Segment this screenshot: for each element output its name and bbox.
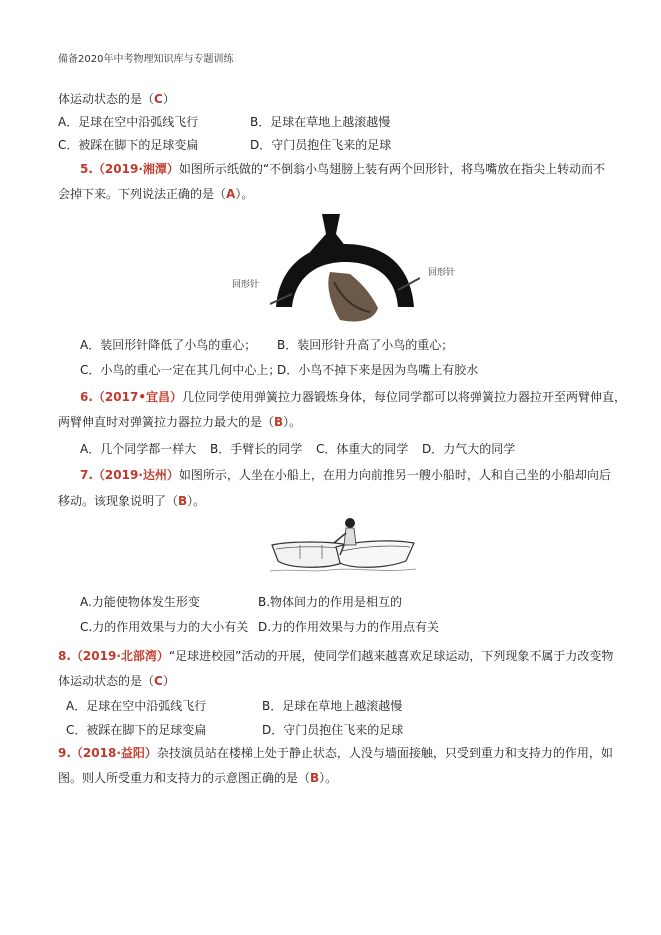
answer: B	[274, 415, 284, 429]
question-8-line1	[58, 647, 613, 664]
question-source-tag: （2017•宜昌）	[92, 390, 182, 404]
question-6-line1	[80, 388, 626, 405]
question-5-line1	[80, 160, 605, 177]
question-number: 9.	[58, 746, 71, 760]
answer: C	[154, 674, 163, 688]
option-a: A.力能使物体发生形变	[80, 595, 200, 609]
option-d: D．守门员抱住飞来的足球	[250, 138, 392, 152]
question-source-tag: （2018·益阳）	[70, 746, 157, 760]
question-7-line2	[58, 492, 205, 509]
option-b: B．手臂长的同学	[210, 442, 303, 456]
answer: C	[154, 92, 163, 106]
question-7-line1	[80, 466, 611, 483]
question-text: ）。	[283, 415, 302, 429]
question-source-tag: （2019·湘潭）	[92, 162, 179, 176]
question-6-line2	[58, 413, 301, 430]
boat-figure	[270, 515, 416, 577]
question-9-line1	[58, 744, 613, 761]
option-d: D.力的作用效果与力的作用点有关	[258, 620, 440, 634]
question-number: 8.	[58, 649, 71, 663]
question-source-tag: （2019·达州）	[92, 468, 179, 482]
question-number: 6.	[80, 390, 93, 404]
question-text: 两臂伸直时对弹簧拉力器拉力最大的是（	[58, 415, 275, 429]
question-text: 杂技演员站在楼梯上处于静止状态，人没与墙面接触，只受到重力和支持力的作用，如	[156, 746, 613, 760]
question-tail	[58, 90, 175, 107]
option-c: C．被踩在脚下的足球变扁	[66, 723, 207, 737]
option-a: A．装回形针降低了小鸟的重心；	[80, 338, 257, 352]
option-b: B．装回形针升高了小鸟的重心；	[277, 338, 454, 352]
question-text: 会掉下来。下列说法正确的是（	[58, 187, 227, 201]
figure-label-left: 回形针	[232, 280, 260, 290]
question-5-line2	[58, 185, 253, 202]
option-c: C．体重大的同学	[316, 442, 409, 456]
option-c: C.力的作用效果与力的大小有关	[80, 620, 249, 634]
option-d: D．力气大的同学	[422, 442, 516, 456]
question-text: 图。则人所受重力和支持力的示意图正确的是（	[58, 771, 311, 785]
option-c: C．被踩在脚下的足球变扁	[58, 138, 199, 152]
question-text: ）	[162, 92, 175, 106]
question-number: 7.	[80, 468, 93, 482]
question-text: 体运动状态的是（	[58, 674, 155, 688]
answer: A	[226, 187, 236, 201]
question-text: ）。	[319, 771, 338, 785]
option-b: B．足球在草地上越滚越慢	[262, 699, 403, 713]
answer: B	[178, 494, 188, 508]
option-c: C．小鸟的重心一定在其几何中心上；	[80, 363, 281, 377]
option-d: D．守门员抱住飞来的足球	[262, 723, 404, 737]
question-text: 体运动状态的是（	[58, 92, 155, 106]
option-b: B．足球在草地上越滚越慢	[250, 115, 391, 129]
question-text: “足球进校园”活动的开展，使同学们越来越喜欢足球运动，下列现象不属于力改变物	[168, 649, 614, 663]
bird-tumbler-figure	[270, 212, 420, 330]
question-text: ）。	[187, 494, 206, 508]
page-header: 備备2020年中考物理知识库与专题训练	[58, 54, 234, 65]
question-source-tag: （2019·北部湾）	[70, 649, 169, 663]
question-8-line2	[58, 672, 175, 689]
option-b: B.物体间力的作用是相互的	[258, 595, 403, 609]
figure-label-right: 回形针	[428, 268, 456, 278]
answer: B	[310, 771, 320, 785]
question-text: 几位同学使用弹簧拉力器锻炼身体，每位同学都可以将弹簧拉力器拉开至两臂伸直，	[182, 390, 627, 404]
option-d: D．小鸟不掉下来是因为鸟嘴上有胶水	[277, 363, 479, 377]
option-a: A．足球在空中沿弧线飞行	[66, 699, 207, 713]
question-number: 5.	[80, 162, 93, 176]
option-a: A．足球在空中沿弧线飞行	[58, 115, 199, 129]
question-text: 如图所示纸做的“不倒翁小鸟翅膀上装有两个回形针，将鸟嘴放在指尖上转动而不	[178, 162, 606, 176]
question-text: ）	[162, 674, 175, 688]
option-a: A．几个同学都一样大	[80, 442, 197, 456]
question-text: 移动。该现象说明了（	[58, 494, 179, 508]
question-text: 如图所示，人坐在小船上，在用力向前推另一艘小船时，人和自己坐的小船却向后	[178, 468, 611, 482]
question-text: ）。	[235, 187, 254, 201]
question-9-line2	[58, 769, 337, 786]
